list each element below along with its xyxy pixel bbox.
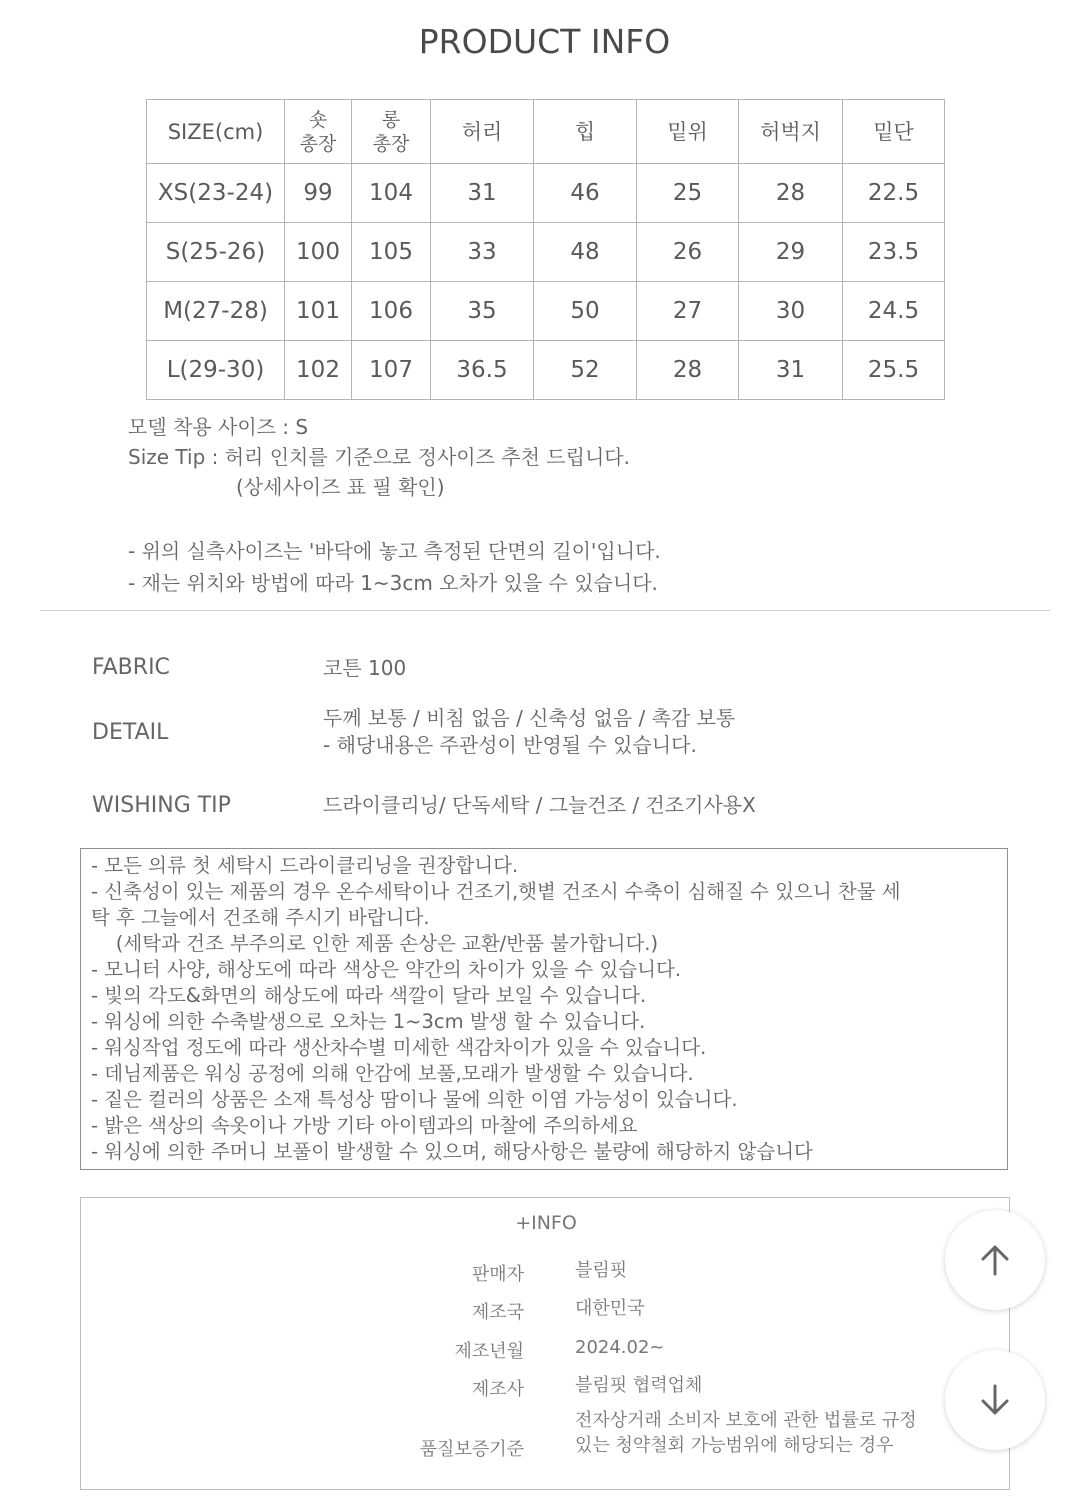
fabric-label: FABRIC	[92, 655, 170, 680]
table-cell: XS(23-24)	[147, 164, 285, 223]
care-line: (세탁과 건조 부주의로 인한 제품 손상은 교환/반품 불가합니다.)	[91, 932, 659, 955]
care-line: - 밝은 색상의 속옷이나 가방 기타 아이템과의 마찰에 주의하세요	[91, 1114, 638, 1137]
table-cell: 100	[285, 223, 352, 282]
manufacture-date-label: 제조년월	[454, 1341, 524, 1362]
table-cell: 107	[352, 341, 431, 400]
wishing-tip-label: WISHING TIP	[92, 793, 231, 818]
table-cell: 25	[637, 164, 739, 223]
header-waist: 허리	[431, 100, 534, 164]
arrow-up-icon	[975, 1240, 1015, 1280]
table-cell: 105	[352, 223, 431, 282]
measurement-note: - 재는 위치와 방법에 따라 1~3cm 오차가 있을 수 있습니다.	[128, 571, 658, 595]
table-cell: 33	[431, 223, 534, 282]
table-cell: 30	[739, 282, 843, 341]
table-cell: 22.5	[843, 164, 945, 223]
table-row	[147, 164, 945, 223]
care-line: - 데님제품은 워싱 공정에 의해 안감에 보풀,모래가 발생할 수 있습니다.	[91, 1062, 694, 1085]
table-cell: 101	[285, 282, 352, 341]
table-cell: 50	[534, 282, 637, 341]
country-value: 대한민국	[575, 1298, 645, 1319]
page-title: PRODUCT INFO	[418, 22, 671, 61]
scroll-down-button[interactable]	[945, 1350, 1045, 1450]
detail-line: - 해당내용은 주관성이 반영될 수 있습니다.	[323, 733, 697, 757]
size-notes	[128, 412, 630, 502]
table-cell: 106	[352, 282, 431, 341]
table-cell: L(29-30)	[147, 341, 285, 400]
table-cell: 28	[739, 164, 843, 223]
fabric-value: 코튼 100	[323, 656, 407, 680]
seller-value: 블림핏	[575, 1260, 628, 1281]
model-size-note: 모델 착용 사이즈 : S	[128, 415, 309, 439]
header-hem: 밑단	[843, 100, 945, 164]
table-cell: 25.5	[843, 341, 945, 400]
manufacturer-value: 블림핏 협력업체	[575, 1375, 703, 1396]
table-cell: 26	[637, 223, 739, 282]
care-line: - 신축성이 있는 제품의 경우 온수세탁이나 건조기,햇볕 건조시 수축이 심해질 수 있으니 찬물 세	[91, 880, 901, 903]
table-cell: M(27-28)	[147, 282, 285, 341]
table-cell: 48	[534, 223, 637, 282]
size-table	[146, 99, 945, 400]
measurement-note: - 위의 실측사이즈는 '바닥에 놓고 측정된 단면의 길이'입니다.	[128, 539, 661, 563]
detail-line: 두께 보통 / 비침 없음 / 신축성 없음 / 촉감 보통	[323, 706, 736, 730]
quality-standard-label: 품질보증기준	[419, 1439, 524, 1460]
care-line: - 짙은 컬러의 상품은 소재 특성상 땀이나 물에 의한 이염 가능성이 있습니다.	[91, 1088, 738, 1111]
manufacturer-label: 제조사	[471, 1379, 524, 1400]
care-line: - 모든 의류 첫 세탁시 드라이클리닝을 권장합니다.	[91, 854, 519, 877]
size-table-header-row	[147, 100, 945, 164]
table-cell: 28	[637, 341, 739, 400]
header-rise: 밑위	[637, 100, 739, 164]
care-line: - 빛의 각도&화면의 해상도에 따라 색깔이 달라 보일 수 있습니다.	[91, 984, 647, 1007]
header-long-length: 롱 총장	[352, 100, 431, 164]
quality-standard-value	[575, 1408, 917, 1458]
header-short-length: 숏 총장	[285, 100, 352, 164]
table-cell: 46	[534, 164, 637, 223]
arrow-down-icon	[975, 1380, 1015, 1420]
table-cell: 31	[739, 341, 843, 400]
table-cell: 36.5	[431, 341, 534, 400]
header-thigh: 허벅지	[739, 100, 843, 164]
info-box	[80, 1197, 1010, 1490]
country-label: 제조국	[471, 1302, 524, 1323]
wishing-tip-value: 드라이클리닝/ 단독세탁 / 그늘건조 / 건조기사용X	[323, 793, 756, 817]
info-title: +INFO	[515, 1212, 577, 1234]
header-size: SIZE(cm)	[147, 100, 285, 164]
table-row	[147, 282, 945, 341]
table-cell: 104	[352, 164, 431, 223]
table-cell: 35	[431, 282, 534, 341]
care-line: - 워싱작업 정도에 따라 생산차수별 미세한 색감차이가 있을 수 있습니다.	[91, 1036, 707, 1059]
table-cell: 24.5	[843, 282, 945, 341]
detail-value	[323, 705, 735, 759]
care-instructions-box	[80, 848, 1008, 1170]
table-cell: 29	[739, 223, 843, 282]
measurement-notes	[128, 535, 661, 599]
seller-label: 판매자	[471, 1264, 524, 1285]
table-cell: 99	[285, 164, 352, 223]
size-tip-subnote: (상세사이즈 표 필 확인)	[236, 475, 445, 499]
table-cell: 27	[637, 282, 739, 341]
care-line: 탁 후 그늘에서 건조해 주시기 바랍니다.	[91, 906, 430, 929]
table-cell: 23.5	[843, 223, 945, 282]
care-line: - 워싱에 의한 수축발생으로 오차는 1~3cm 발생 할 수 있습니다.	[91, 1010, 646, 1033]
table-row	[147, 341, 945, 400]
care-line: - 모니터 사양, 해상도에 따라 색상은 약간의 차이가 있을 수 있습니다.	[91, 958, 682, 981]
table-cell: 31	[431, 164, 534, 223]
quality-standard-line: 전자상거래 소비자 보호에 관한 법률로 규정	[575, 1410, 917, 1431]
size-tip-note: Size Tip : 허리 인치를 기준으로 정사이즈 추천 드립니다.	[128, 445, 630, 469]
table-cell: 102	[285, 341, 352, 400]
care-line: - 워싱에 의한 주머니 보풀이 발생할 수 있으며, 해당사항은 불량에 해당하지 않습니다	[91, 1140, 813, 1163]
table-cell: S(25-26)	[147, 223, 285, 282]
table-row	[147, 223, 945, 282]
quality-standard-line: 있는 청약철회 가능범위에 해당되는 경우	[575, 1435, 894, 1456]
scroll-up-button[interactable]	[945, 1210, 1045, 1310]
manufacture-date-value: 2024.02~	[575, 1337, 665, 1358]
section-divider	[40, 610, 1050, 611]
header-hip: 힙	[534, 100, 637, 164]
table-cell: 52	[534, 341, 637, 400]
detail-label: DETAIL	[92, 720, 169, 745]
